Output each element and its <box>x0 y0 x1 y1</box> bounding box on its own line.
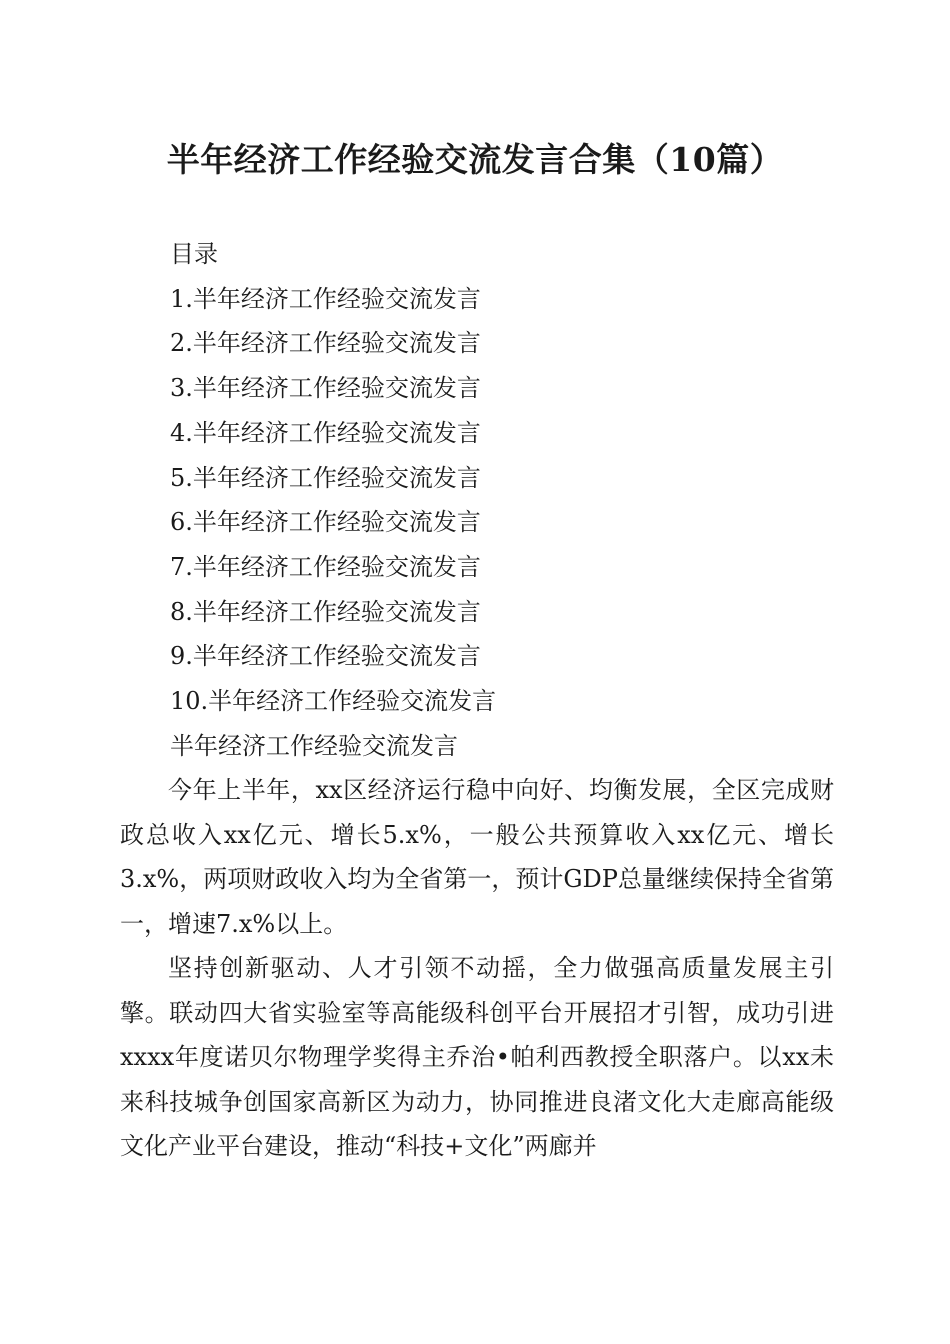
document-body <box>120 768 834 1169</box>
toc-item: 3.半年经济工作经验交流发言 <box>170 374 481 403</box>
toc-item: 2.半年经济工作经验交流发言 <box>170 329 481 358</box>
document-title: 半年经济工作经验交流发言合集（10篇） <box>166 140 784 179</box>
toc-item: 8.半年经济工作经验交流发言 <box>170 597 481 626</box>
toc-item: 6.半年经济工作经验交流发言 <box>170 508 481 537</box>
toc-item: 4.半年经济工作经验交流发言 <box>170 418 481 447</box>
toc-item: 7.半年经济工作经验交流发言 <box>170 552 481 581</box>
toc-heading: 目录 <box>170 240 218 268</box>
toc-item: 10.半年经济工作经验交流发言 <box>170 687 497 716</box>
toc-item: 5.半年经济工作经验交流发言 <box>170 463 481 492</box>
body-paragraph: 坚持创新驱动、人才引领不动摇，全力做强高质量发展主引擎。联动四大省实验室等高能级科创平台开展招才引智，成功引进xxxx年度诺贝尔物理学奖得主乔治•帕利西教授全职落户。以xx未来科技城争创国家高新区为动力，协同推进良渚文化大走廊高能级文化产业平台建设，推动“科技+文化”两廊并 <box>120 954 834 1160</box>
toc-item: 9.半年经济工作经验交流发言 <box>170 642 481 671</box>
table-of-contents <box>170 232 870 768</box>
section-title: 半年经济工作经验交流发言 <box>170 731 458 760</box>
toc-item: 1.半年经济工作经验交流发言 <box>170 284 481 313</box>
body-paragraph: 今年上半年，xx区经济运行稳中向好、均衡发展，全区完成财政总收入xx亿元、增长5.x%，一般公共预算收入xx亿元、增长3.x%，两项财政收入均为全省第一，预计GDP总量继续保持全省第一，增速7.x%以上。 <box>120 776 834 938</box>
